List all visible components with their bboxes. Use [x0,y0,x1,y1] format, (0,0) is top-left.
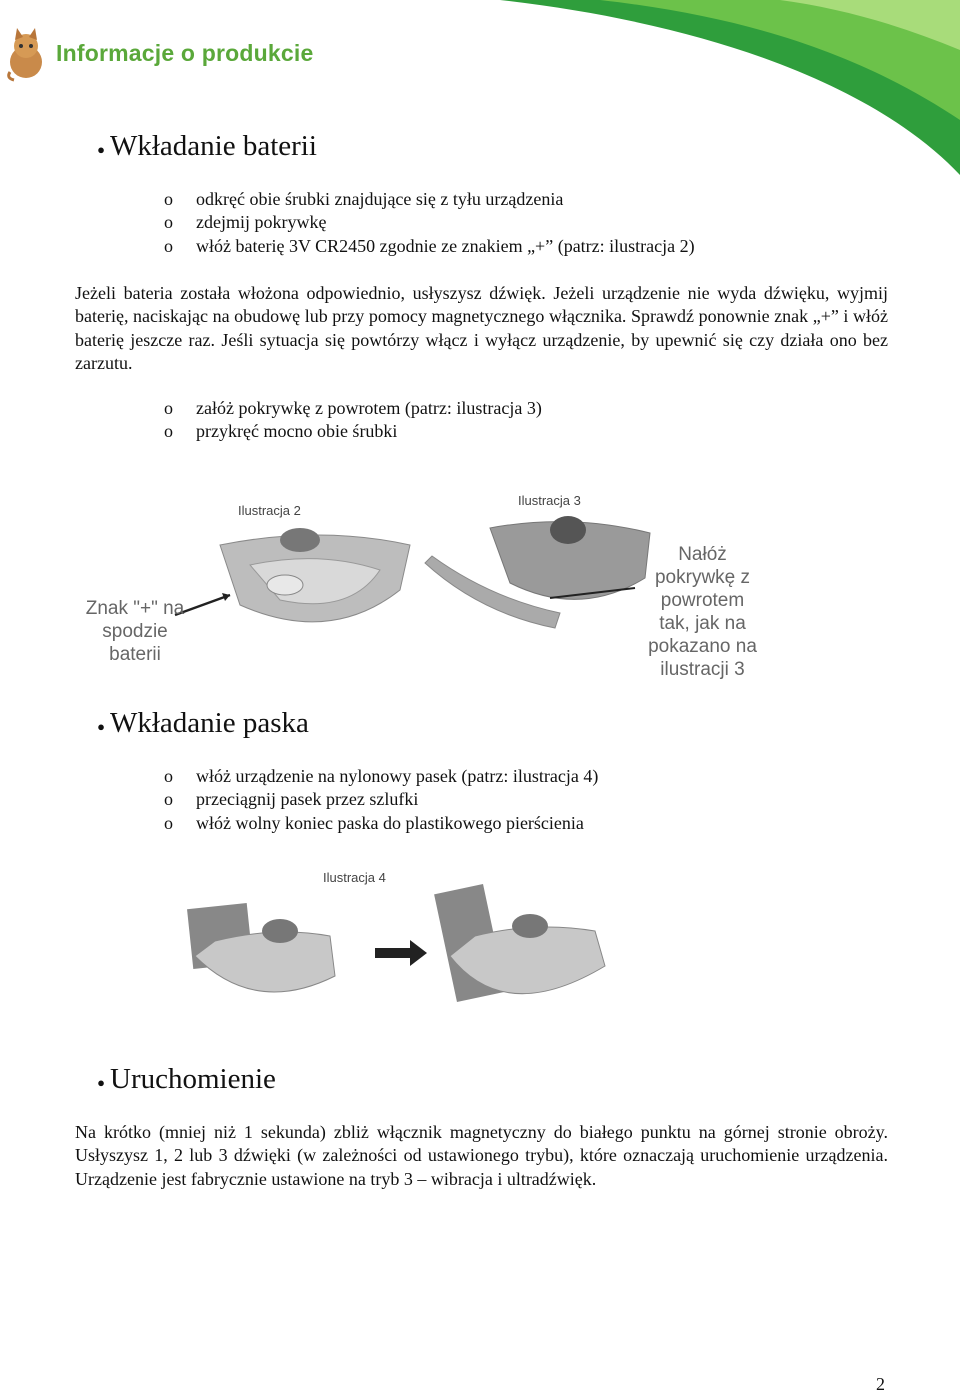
illustration-2-label: Ilustracja 2 [238,503,301,518]
strap-steps-list [164,765,598,835]
section-heading-startup: ● Uruchomienie [110,1063,276,1096]
section-heading-strap: ● Wkładanie paska [110,707,309,740]
list-item: o włóż baterię 3V CR2450 zgodnie ze znakiem „+” (patrz: ilustracja 2) [164,235,695,258]
list-item: o włóż wolny koniec paska do plastikowego pierścienia [164,812,598,835]
list-item: o przeciągnij pasek przez szlufki [164,788,598,811]
battery-steps-list [164,188,695,258]
illustration-4-label: Ilustracja 4 [323,870,386,885]
battery-steps-after-list [164,397,542,444]
list-item: o załóż pokrywkę z powrotem (patrz: ilustracja 3) [164,397,542,420]
illustration-2-callout: Znak "+" na spodzie baterii [85,598,185,665]
section-heading-battery: ● Wkładanie baterii [110,130,317,163]
illustration-3 [420,488,770,683]
startup-paragraph: Na krótko (mniej niż 1 sekunda) zbliż włącznik magnetyczny do białego punktu na górnej stronie obroży. Usłyszysz 1, 2 lub 3 dźwięki (w zależności od ustawionego trybu), które oznaczają uruchomienie urządzenia. Urządzenie jest fabrycznie ustawione na tryb 3 – wibracja i ultradźwięk. [75,1122,888,1189]
list-item: o włóż urządzenie na nylonowy pasek (patrz: ilustracja 4) [164,765,598,788]
battery-paragraph: Jeżeli bateria została włożona odpowiednio, usłyszysz dźwięk. Jeżeli urządzenie nie wyda dźwięku, wyjmij baterię, naciskając na obudowę lub przy pomocy magnetycznego włącznika. Sprawdź ponownie znak „+” i włóż baterię jeszcze raz. Jeśli sytuacja się powtórzy włącz i wyłącz urządzenie, by upewnić się czy działa ono bez zarzutu. [75,283,888,374]
header-title: Informacje o produkcie [56,40,314,66]
page-number: 2 [876,1374,885,1394]
illustration-4 [185,866,615,1031]
illustration-3-callout: Nałóż pokrywkę z powrotem tak, jak na pokazano na ilustracji 3 [648,544,757,680]
list-item: o przykręć mocno obie śrubki [164,420,542,443]
strap-insertion-image [185,866,615,1031]
illustration-3-label: Ilustracja 3 [518,493,581,508]
cat-logo-icon [4,26,50,82]
list-item: o zdejmij pokrywkę [164,211,695,234]
illustration-2 [80,495,420,675]
list-item: o odkręć obie śrubki znajdujące się z tyłu urządzenia [164,188,695,211]
